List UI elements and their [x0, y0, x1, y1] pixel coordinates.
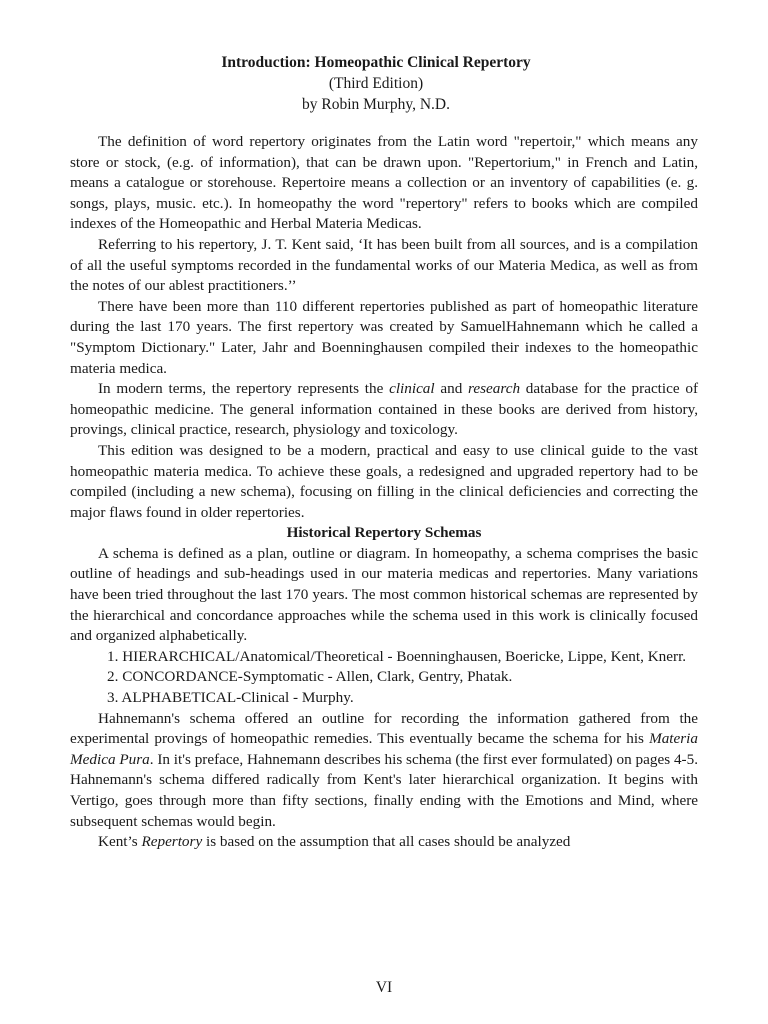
- paragraph-edition-design: This edition was designed to be a modern, practical and easy to use clinical guide to the vast homeopathic materia medica. To achieve these goals, a redesigned and upgraded repertory had to be compiled (including a new schema), focusing on filling in the clinical deficiencies and correcting the major flaws found in older repertories.: [70, 441, 698, 521]
- emphasis-clinical: clinical: [389, 380, 435, 398]
- list-item: 1. HIERARCHICAL/Anatomical/Theoretical - Boenninghausen, Boericke, Lippe, Kent, Knerr.: [107, 647, 687, 665]
- author-line: by Robin Murphy, N.D.: [302, 96, 450, 113]
- list-item: 2. CONCORDANCE-Symptomatic - Allen, Clark, Gentry, Phatak.: [107, 668, 513, 686]
- paragraph-hahnemann-schema: Hahnemann's schema offered an outline for recording the information gathered from the experimental provings of homeopathic remedies. This eventually became the schema for his Materia Medica Pura. In it's preface, Hahnemann describes his schema (the first ever formulated) on pages 4-5. Hahnemann's schema differed radically from Kent's later hierarchical organization. It begins with Vertigo, goes through more than fifty sections, finally ending with the Emotions and Mind, where subsequent schemas would begin.: [70, 709, 698, 830]
- page-header: [70, 52, 682, 115]
- paragraph-history: There have been more than 110 different repertories published as part of homeopathic literature during the last 170 years. The first repertory was created by SamuelHahnemann which he called a "Symptom Dictionary." Later, Jahr and Boenninghausen compiled their indexes to the homeopathic materia medica.: [70, 297, 698, 377]
- emphasis-repertory: Repertory: [141, 833, 203, 851]
- emphasis-research: research: [468, 380, 521, 398]
- emphasis-materia-medica-pura: Materia Medica Pura: [70, 730, 698, 768]
- page-title: Introduction: Homeopathic Clinical Repertory: [221, 54, 531, 71]
- paragraph-repertory-definition: The definition of word repertory originates from the Latin word "repertoir," which means any store or stock, (e.g. of information), that can be drawn upon. "Repertorium," in French and Latin, means a catalogue or storehouse. Repertoire means a collection or an inventory of capabilities (e. g. songs, plays, music. etc.). In homeopathy the word "repertory" refers to books which are compiled indexes of the Homeopathic and Herbal Materia Medicas.: [70, 133, 698, 233]
- paragraph-kent-quote: Referring to his repertory, J. T. Kent said, ‘It has been built from all sources, and is a compilation of all the useful symptoms recorded in the fundamental works of our Materia Medica, as well as from the notes of our ablest practitioners.’’: [70, 235, 698, 295]
- edition-line: (Third Edition): [328, 75, 424, 92]
- document-body: [70, 132, 698, 853]
- paragraph-kent-repertory: Kent’s Repertory is based on the assumption that all cases should be analyzed: [98, 833, 571, 851]
- paragraph-modern-terms: In modern terms, the repertory represents the clinical and research database for the practice of homeopathic medicine. The general information contained in these books are derived from history, provings, clinical practice, research, physiology and toxicology.: [70, 380, 698, 439]
- schema-list: [70, 647, 698, 709]
- page-number: VI: [375, 979, 393, 996]
- section-heading: Historical Repertory Schemas: [286, 524, 482, 542]
- paragraph-schema-definition: A schema is defined as a plan, outline or diagram. In homeopathy, a schema comprises the basic outline of headings and sub-headings used in our materia medicas and repertories. Many variations have been tried throughout the last 170 years. The most common historical schemas are represented by the hierarchical and concordance approaches while the schema used in this work is clinically focused and organized alphabetically.: [70, 544, 698, 645]
- list-item: 3. ALPHABETICAL-Clinical - Murphy.: [107, 689, 354, 707]
